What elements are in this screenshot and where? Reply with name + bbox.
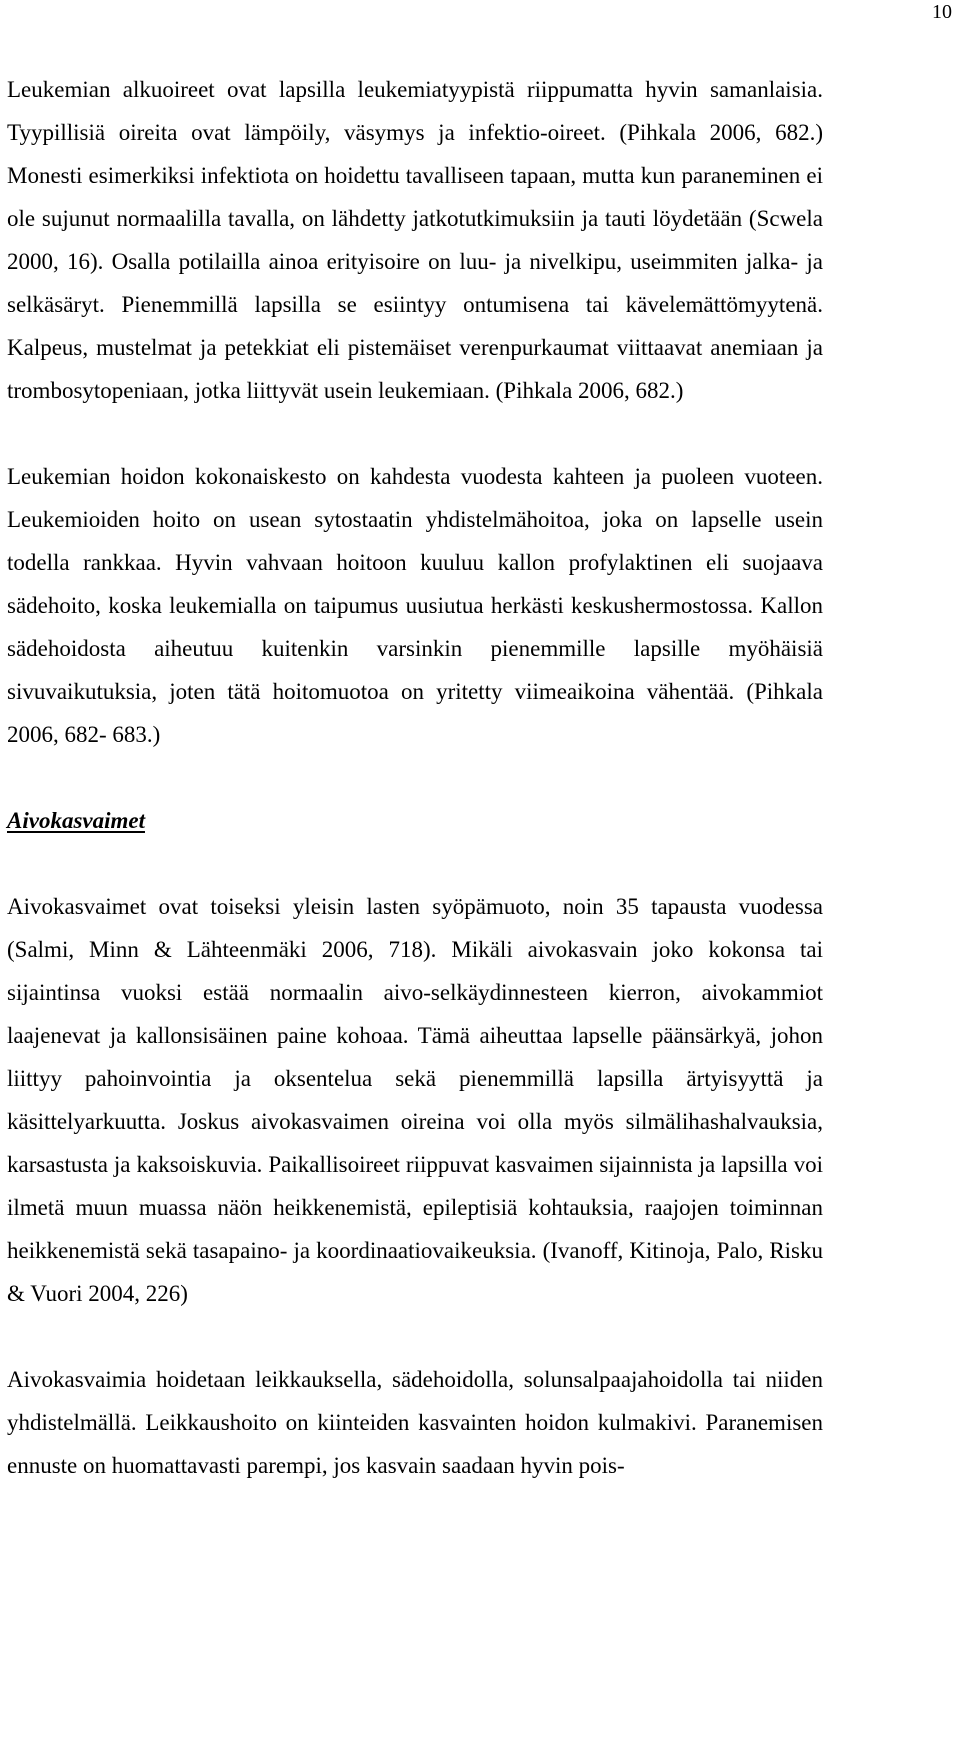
paragraph-brain-tumor-symptoms: Aivokasvaimet ovat toiseksi yleisin lasten syöpämuoto, noin 35 tapausta vuodessa (Salmi, Minn & Lähteenmäki 2006, 718). Mikäli aivokasvain joko kokonsa tai sijaintinsa vuoksi estää normaalin aivo-selkäydinnesteen kierron, aivokammiot laajenevat ja kallonsisäinen paine kohoaa. Tämä aiheuttaa lapselle päänsärkyä, johon liittyy pahoinvointia ja oksentelua sekä pienemmillä lapsilla ärtyisyyttä ja käsittelyarkuutta. Joskus aivokasvaimen oireina voi olla myös silmälihashalvauksia, karsastusta ja kaksoiskuvia. Paikallisoireet riippuvat kasvaimen sijainnista ja lapsilla voi ilmetä muun muassa näön heikkenemistä, epileptisiä kohtauksia, raajojen toiminnan heikkenemistä sekä tasapaino- ja koordinaatiovaikeuksia. (Ivanoff, Kitinoja, Palo, Risku & Vuori 2004, 226) — [7, 894, 823, 1306]
paragraph-spacer — [7, 1315, 823, 1358]
page-number: 10 — [932, 1, 952, 23]
section-heading: Aivokasvaimet — [7, 808, 145, 833]
paragraph-spacer — [7, 412, 823, 455]
document-body — [7, 68, 823, 1487]
paragraph-spacer — [7, 756, 823, 799]
paragraph-leukemia-symptoms: Leukemian alkuoireet ovat lapsilla leukemiatyypistä riippumatta hyvin samanlaisia. Tyypillisiä oireita ovat lämpöily, väsymys ja infektio-oireet. (Pihkala 2006, 682.) Monesti esimerkiksi infektiota on hoidettu tavalliseen tapaan, mutta kun paraneminen ei ole sujunut normaalilla tavalla, on lähdetty jatkotutkimuksiin ja tauti löydetään (Scwela 2000, 16). Osalla potilailla ainoa erityisoire on luu- ja nivelkipu, useimmiten jalka- ja selkäsäryt. Pienemmillä lapsilla se esiintyy ontumisena tai kävelemättömyytenä. Kalpeus, mustelmat ja petekkiat eli pistemäiset verenpurkaumat viittaavat anemiaan ja trombosytopeniaan, jotka liittyvät usein leukemiaan. (Pihkala 2006, 682.) — [7, 77, 823, 403]
paragraph-spacer — [7, 842, 823, 885]
paragraph-leukemia-treatment: Leukemian hoidon kokonaiskesto on kahdesta vuodesta kahteen ja puoleen vuoteen. Leukemioiden hoito on usean sytostaatin yhdistelmähoitoa, joka on lapselle usein todella rankkaa. Hyvin vahvaan hoitoon kuuluu kallon profylaktinen eli suojaava sädehoito, koska leukemialla on taipumus uusiutua herkästi keskushermostossa. Kallon sädehoidosta aiheutuu kuitenkin varsinkin pienemmille lapsille myöhäisiä sivuvaikutuksia, joten tätä hoitomuotoa on yritetty viimeaikoina vähentää. (Pihkala 2006, 682- 683.) — [7, 464, 823, 747]
paragraph-brain-tumor-treatment: Aivokasvaimia hoidetaan leikkauksella, sädehoidolla, solunsalpaajahoidolla tai niiden yhdistelmällä. Leikkaushoito on kiinteiden kasvainten hoidon kulmakivi. Paranemisen ennuste on huomattavasti parempi, jos kasvain saadaan hyvin pois- — [7, 1367, 823, 1478]
